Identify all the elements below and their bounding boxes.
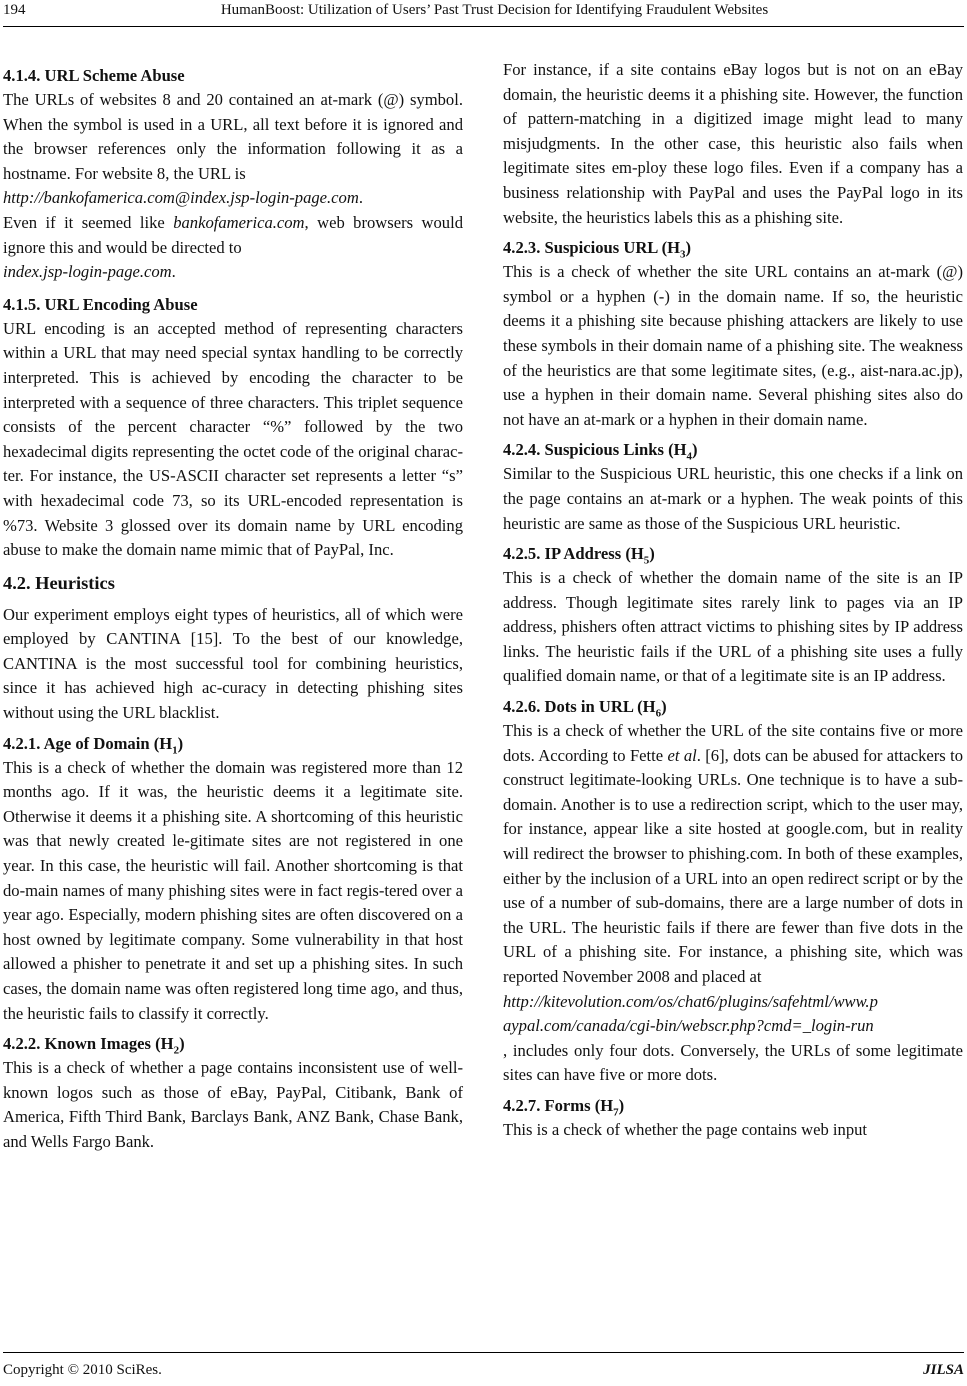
domain-example: bankofamerica.com — [173, 212, 305, 232]
page-number: 194 — [3, 2, 26, 18]
section-4-1-4-paragraph: The URLs of websites 8 and 20 contained an at-mark (@) symbol. When the symbol is used in a URL, all text before it is ignored and the browser references only the information following it as a hostname. For website 8, the URL is http://bankofamerica.com@index.jsp-login-page.com. Even if it seemed like bankofamerica.com, web browsers would ignore this and would be directed to index.jsp-login-page.com. — [3, 90, 463, 282]
section-4-1-5-paragraph: URL encoding is an accepted method of representing characters within a URL that may need special syntax handling to be correctly interpreted. This is achieved by encoding the character to be interpreted with a sequence of three characters. This triplet sequence consists of the percent character “%” followed by the two hexadecimal digits representing the octet code of the original charac-ter. For instance, the US-ASCII character set represents a letter “s” with hexadecimal code 73, so its URL-encoded representation is %73. Website 3 glossed over its domain name by URL encoding abuse to make the domain name mimic that of PayPal, Inc. — [3, 318, 463, 560]
url-example-1: http://bankofamerica.com@index.jsp-login-page.com — [3, 188, 359, 208]
journal-name: JILSA — [923, 1362, 964, 1378]
header-rule — [3, 26, 964, 27]
copyright-text: Copyright © 2010 SciRes. — [3, 1362, 162, 1378]
right-column — [503, 58, 963, 1149]
section-4-1-5-heading: 4.1.5. URL Encoding Abuse — [3, 294, 198, 314]
section-4-2-3-paragraph: This is a check of whether the site URL contains an at-mark (@) symbol or a hyphen (-) in the domain name. If so, the heuristic deems it a phishing site because phishing attackers are likely to use these symbols in their domain name of a phishing site. The weakness of the heuristics are that some legitimate sites, (e.g., aist-nara.ac.jp), use a hyphen in their domain name. Several phishing sites also do not have an at-mark or a hyphen in their domain name. — [503, 262, 963, 429]
section-4-2-heading: 4.2. Heuristics — [3, 572, 115, 593]
section-4-2-4-heading: 4.2.4. Suspicious Links $(H_4)$ — [503, 440, 698, 463]
section-4-2-6-paragraph: This is a check of whether the URL of the site contains five or more dots. According to Fette et al. [6], dots can be abused for attackers to construct legitimate-looking URLs. One technique is to have a sub-domain. Another is to use a redirection script, which to the user may, for instance, appear like a site hosted at google.com, but in reality will redirect the browser to phishing.com. In both of these examples, either by the inclusion of a URL into an open redirect script or by the use of a number of sub-domains, there are a large number of dots in the URL. The heuristic fails if there are fewer than five dots in the URL of a phishing site. For instance, a phishing site, which was reported November 2008 and placed at http://kitevolution.com/os/chat6/plugins/safehtml/www.p aypal.com/canada/cgi-bin/webscr.php?cmd=_login-run , includes only four dots. Conversely, the URLs of some legitimate sites can have five or more dots. — [503, 721, 964, 1085]
section-4-2-6-heading: 4.2.6. Dots in URL $(H_6)$ — [503, 697, 667, 720]
url-example-2: index.jsp-login-page.com — [3, 262, 172, 282]
section-4-2-7-paragraph: This is a check of whether the page contains web input — [503, 1119, 868, 1139]
footer-rule — [3, 1352, 964, 1353]
section-4-2-5-heading: 4.2.5. IP Address $(H_5)$ — [503, 544, 655, 567]
section-4-2-7-heading: 4.2.7. Forms $(H_7)$ — [503, 1095, 625, 1119]
section-4-2-2-paragraph: This is a check of whether a page contains inconsistent use of well-known logos such as those of eBay, PayPal, Citibank, Bank of America, Fifth Third Bank, Barclays Bank, ANZ Bank, Chase Bank, and Wells Fargo Bank. — [3, 1058, 463, 1151]
section-4-2-1-heading: 4.2.1. Age of Domain $(H_1)$ — [3, 733, 184, 756]
url-example-3: http://kitevolution.com/os/chat6/plugins/safehtml/www.p aypal.com/canada/cgi-bin/webscr.php?cmd=_login-run — [503, 991, 878, 1036]
section-4-2-paragraph: Our experiment employs eight types of heuristics, all of which were employed by CANTINA [15]. To the best of our knowledge, CANTINA is the most successful tool for combining heuristics, since it has achieved high ac-curacy in detecting phishing sites without using the URL blacklist. — [3, 604, 463, 723]
section-4-2-3-heading: 4.2.3. Suspicious URL $(H_3)$ — [503, 238, 692, 261]
section-4-2-1-paragraph: This is a check of whether the domain was registered more than 12 months ago. If it was, the heuristic deems it a legitimate site. Otherwise it deems it a phishing site. A shortcoming of this heuristic was that newly created le-gitimate sites are not registered in one year. In this case, the heuristic will fail. Another shortcoming is that do-main names of many phishing sites were in fact regis-tered over a year ago. Especially, modern phishing sites are often discovered on a host owned by legitimate company. Some vulnerability in that host allowed a phisher to penetrate it and set up a phishing sites. In such cases, the domain name was often registered long time ago, and thus, the heuristic fails to classify it correctly. — [3, 757, 463, 1023]
section-4-1-4-heading: 4.1.4. URL Scheme Abuse — [3, 66, 185, 85]
section-4-2-5-paragraph: This is a check of whether the domain name of the site is an IP address. Though legitimate sites rarely link to pages via an IP address, phishers often attract victims to phishing sites by IP address links. The heuristic fails if the URL of a phishing site uses a fully qualified domain name, or that of a legitimate site is an IP address. — [503, 568, 963, 686]
section-4-2-2-continued-paragraph: For instance, if a site contains eBay logos but is not on an eBay domain, the heuristic deems it a phishing site. However, the function of pattern-matching in a digitized image might lead to many misjudgments. In the other case, this heuristic also fails when legitimate sites em-ploy these logo files. Even if a company has a business relationship with PayPal and uses the PayPal logo in its website, the heuristics labels this as a phishing site. — [503, 60, 963, 227]
section-4-2-4-paragraph: Similar to the Suspicious URL heuristic, this one checks if a link on the page contains an at-mark or a hyphen. The weak points of this heuristic are same as those of the Suspicious URL heuristic. — [503, 464, 963, 533]
running-title: HumanBoost: Utilization of Users’ Past Trust Decision for Identifying Fraudulent Websites — [220, 2, 769, 18]
left-column — [3, 58, 463, 1161]
section-4-2-2-heading: 4.2.2. Known Images $(H_2)$ — [3, 1034, 185, 1057]
